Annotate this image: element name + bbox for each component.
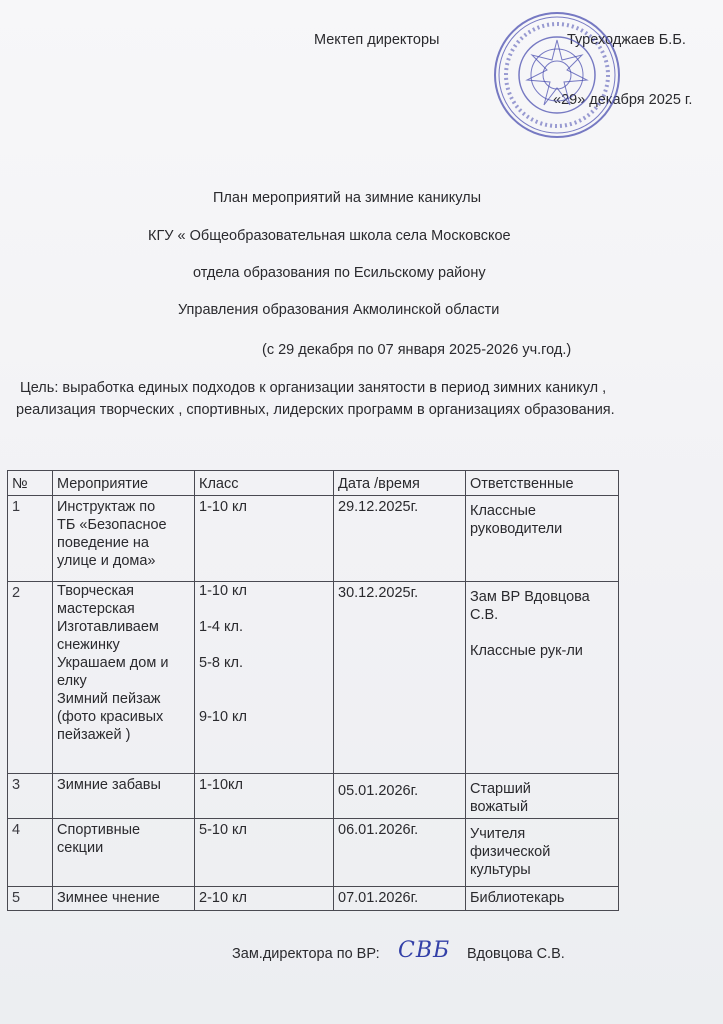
row-event: Творческая мастерская Изготавливаем снежинку Украшаем дом и елку Зимний пейзаж (фото красивых пейзажей ) <box>53 582 195 774</box>
approval-name: Туреходжаев Б.Б. <box>567 32 686 48</box>
table-row <box>8 496 619 582</box>
row-class: 1-10 кл 1-4 кл. 5-8 кл. 9-10 кл <box>195 582 334 774</box>
row-class: 2-10 кл <box>195 887 334 911</box>
row-event: Зимние забавы <box>53 774 195 819</box>
table-row <box>8 819 619 887</box>
title-period: (с 29 декабря по 07 января 2025-2026 уч.год.) <box>262 342 572 358</box>
row-class: 1-10кл <box>195 774 334 819</box>
header-date: Дата /время <box>334 471 466 496</box>
row-date: 29.12.2025г. <box>334 496 466 582</box>
approval-date: «29» декабря 2025 г. <box>553 92 693 108</box>
title-line-2: КГУ « Общеобразовательная школа села Московское <box>148 228 511 244</box>
approval-role: Мектеп директоры <box>314 32 440 48</box>
title-line-3: отдела образования по Есильскому району <box>193 265 486 281</box>
goal-line-2: реализация творческих , спортивных, лидерских программ в организациях образования. <box>16 402 615 418</box>
events-table <box>7 470 619 911</box>
row-date: 07.01.2026г. <box>334 887 466 911</box>
title-line-1: План мероприятий на зимние каникулы <box>213 190 482 206</box>
row-event: Инструктаж по ТБ «Безопасное поведение на улице и дома» <box>53 496 195 582</box>
row-responsible: Старший вожатый <box>466 774 619 819</box>
row-num: 4 <box>8 819 53 887</box>
row-date: 06.01.2026г. <box>334 819 466 887</box>
header-responsible: Ответственные <box>466 471 619 496</box>
row-date: 05.01.2026г. <box>334 774 466 819</box>
row-responsible: Зам ВР Вдовцова С.В. Классные рук-ли <box>466 582 619 774</box>
signature: СВБ <box>398 938 451 963</box>
row-num: 2 <box>8 582 53 774</box>
row-class: 5-10 кл <box>195 819 334 887</box>
goal-line-1: Цель: выработка единых подходов к организации занятости в период зимних каникул , <box>20 380 607 396</box>
header-num: № <box>8 471 53 496</box>
footer-role: Зам.директора по ВР: <box>232 946 380 962</box>
row-responsible: Классные руководители <box>466 496 619 582</box>
row-num: 3 <box>8 774 53 819</box>
official-seal-icon <box>492 10 622 140</box>
title-line-4: Управления образования Акмолинской области <box>178 302 500 318</box>
table-row <box>8 774 619 819</box>
table-row <box>8 887 619 911</box>
header-event: Мероприятие <box>53 471 195 496</box>
row-num: 5 <box>8 887 53 911</box>
table-row <box>8 582 619 774</box>
footer-name: Вдовцова С.В. <box>467 946 565 962</box>
row-class: 1-10 кл <box>195 496 334 582</box>
row-event: Зимнее чнение <box>53 887 195 911</box>
header-class: Класс <box>195 471 334 496</box>
row-responsible: Учителя физической культуры <box>466 819 619 887</box>
table-header-row <box>8 471 619 496</box>
row-num: 1 <box>8 496 53 582</box>
row-date: 30.12.2025г. <box>334 582 466 774</box>
row-responsible: Библиотекарь <box>466 887 619 911</box>
row-event: Спортивные секции <box>53 819 195 887</box>
